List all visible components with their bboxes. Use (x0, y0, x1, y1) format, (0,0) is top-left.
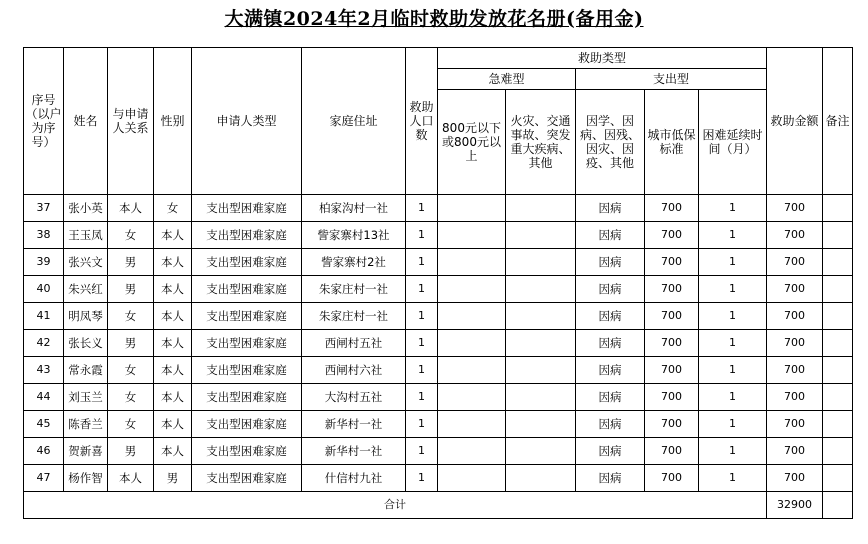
cell-amount: 700 (767, 276, 823, 303)
cell-address: 柏家沟村一社 (302, 195, 406, 222)
cell-applicant-type: 支出型困难家庭 (192, 411, 302, 438)
cell-relation: 男 (108, 249, 154, 276)
cell-urgent-amount (438, 276, 506, 303)
table-row (24, 276, 853, 303)
header-urgent-cause: 火灾、交通事故、突发重大疾病、其他 (506, 90, 576, 195)
cell-applicant-type: 支出型困难家庭 (192, 222, 302, 249)
cell-relation: 男 (108, 276, 154, 303)
cell-note (823, 303, 853, 330)
cell-people: 1 (406, 249, 438, 276)
cell-urgent-amount (438, 303, 506, 330)
cell-applicant-type: 支出型困难家庭 (192, 465, 302, 492)
cell-support-standard: 700 (645, 249, 699, 276)
cell-support-duration: 1 (699, 438, 767, 465)
cell-urgent-amount (438, 384, 506, 411)
cell-name: 张兴文 (64, 249, 108, 276)
table-header (24, 48, 853, 195)
relief-roster-table (23, 47, 853, 519)
table-row (24, 411, 853, 438)
cell-relation: 女 (108, 303, 154, 330)
cell-name: 杨作智 (64, 465, 108, 492)
cell-support-cause: 因病 (576, 249, 645, 276)
cell-amount: 700 (767, 303, 823, 330)
cell-urgent-amount (438, 195, 506, 222)
cell-support-cause: 因病 (576, 276, 645, 303)
header-relation: 与申请人关系 (108, 48, 154, 195)
total-amount: 32900 (767, 492, 823, 519)
header-support: 支出型 (576, 69, 767, 90)
header-urgent: 急难型 (438, 69, 576, 90)
cell-relation: 女 (108, 222, 154, 249)
cell-support-duration: 1 (699, 303, 767, 330)
cell-gender: 女 (154, 195, 192, 222)
table-row (24, 330, 853, 357)
cell-seq: 38 (24, 222, 64, 249)
cell-people: 1 (406, 465, 438, 492)
cell-seq: 42 (24, 330, 64, 357)
cell-support-standard: 700 (645, 384, 699, 411)
cell-seq: 40 (24, 276, 64, 303)
header-urgent-amount: 800元以下或800元以上 (438, 90, 506, 195)
table-row (24, 438, 853, 465)
cell-address: 新华村一社 (302, 411, 406, 438)
header-applicant-type: 申请人类型 (192, 48, 302, 195)
cell-people: 1 (406, 303, 438, 330)
cell-people: 1 (406, 411, 438, 438)
cell-gender: 本人 (154, 438, 192, 465)
cell-amount: 700 (767, 465, 823, 492)
cell-urgent-amount (438, 222, 506, 249)
cell-support-standard: 700 (645, 330, 699, 357)
header-gender: 性别 (154, 48, 192, 195)
cell-address: 訾家寨村2社 (302, 249, 406, 276)
cell-urgent-cause (506, 384, 576, 411)
cell-name: 朱兴红 (64, 276, 108, 303)
header-support-standard: 城市低保标准 (645, 90, 699, 195)
cell-gender: 本人 (154, 249, 192, 276)
cell-support-standard: 700 (645, 438, 699, 465)
cell-support-standard: 700 (645, 276, 699, 303)
cell-relation: 男 (108, 330, 154, 357)
table-row (24, 357, 853, 384)
cell-name: 常永霞 (64, 357, 108, 384)
table-row (24, 384, 853, 411)
cell-urgent-amount (438, 357, 506, 384)
cell-address: 西闸村五社 (302, 330, 406, 357)
cell-note (823, 357, 853, 384)
table-footer (24, 492, 853, 519)
cell-applicant-type: 支出型困难家庭 (192, 195, 302, 222)
cell-people: 1 (406, 357, 438, 384)
cell-support-cause: 因病 (576, 195, 645, 222)
cell-urgent-cause (506, 303, 576, 330)
cell-support-cause: 因病 (576, 222, 645, 249)
cell-urgent-cause (506, 195, 576, 222)
cell-urgent-cause (506, 276, 576, 303)
cell-amount: 700 (767, 249, 823, 276)
cell-applicant-type: 支出型困难家庭 (192, 438, 302, 465)
cell-gender: 本人 (154, 303, 192, 330)
cell-name: 张小英 (64, 195, 108, 222)
cell-note (823, 330, 853, 357)
cell-support-standard: 700 (645, 357, 699, 384)
cell-people: 1 (406, 330, 438, 357)
cell-gender: 男 (154, 465, 192, 492)
cell-support-duration: 1 (699, 357, 767, 384)
table-row (24, 222, 853, 249)
cell-name: 刘玉兰 (64, 384, 108, 411)
cell-relation: 女 (108, 411, 154, 438)
cell-urgent-cause (506, 465, 576, 492)
cell-seq: 46 (24, 438, 64, 465)
header-seq: 序号（以户为序号） (24, 48, 64, 195)
cell-name: 明凤琴 (64, 303, 108, 330)
cell-support-cause: 因病 (576, 330, 645, 357)
cell-address: 什信村九社 (302, 465, 406, 492)
cell-address: 新华村一社 (302, 438, 406, 465)
header-aid-type: 救助类型 (438, 48, 767, 69)
cell-name: 陈香兰 (64, 411, 108, 438)
header-note: 备注 (823, 48, 853, 195)
cell-applicant-type: 支出型困难家庭 (192, 330, 302, 357)
cell-amount: 700 (767, 438, 823, 465)
total-note (823, 492, 853, 519)
cell-applicant-type: 支出型困难家庭 (192, 303, 302, 330)
cell-support-cause: 因病 (576, 357, 645, 384)
cell-address: 大沟村五社 (302, 384, 406, 411)
cell-support-duration: 1 (699, 276, 767, 303)
cell-urgent-amount (438, 411, 506, 438)
cell-gender: 本人 (154, 357, 192, 384)
cell-support-cause: 因病 (576, 438, 645, 465)
cell-seq: 47 (24, 465, 64, 492)
cell-gender: 本人 (154, 330, 192, 357)
cell-relation: 女 (108, 384, 154, 411)
cell-urgent-cause (506, 249, 576, 276)
cell-people: 1 (406, 222, 438, 249)
cell-support-duration: 1 (699, 195, 767, 222)
cell-address: 西闸村六社 (302, 357, 406, 384)
cell-support-duration: 1 (699, 411, 767, 438)
table-body (24, 195, 853, 492)
document-title: 大满镇2024年2月临时救助发放花名册(备用金) (224, 8, 644, 30)
cell-support-cause: 因病 (576, 384, 645, 411)
cell-name: 王玉凤 (64, 222, 108, 249)
cell-note (823, 438, 853, 465)
cell-support-cause: 因病 (576, 411, 645, 438)
cell-support-duration: 1 (699, 330, 767, 357)
cell-urgent-amount (438, 330, 506, 357)
cell-urgent-cause (506, 222, 576, 249)
cell-note (823, 249, 853, 276)
cell-seq: 41 (24, 303, 64, 330)
cell-relation: 本人 (108, 195, 154, 222)
total-row (24, 492, 853, 519)
cell-support-duration: 1 (699, 249, 767, 276)
cell-relation: 男 (108, 438, 154, 465)
cell-support-duration: 1 (699, 222, 767, 249)
cell-gender: 本人 (154, 222, 192, 249)
cell-amount: 700 (767, 357, 823, 384)
cell-urgent-amount (438, 438, 506, 465)
cell-amount: 700 (767, 384, 823, 411)
cell-address: 朱家庄村一社 (302, 303, 406, 330)
cell-support-cause: 因病 (576, 303, 645, 330)
cell-urgent-cause (506, 438, 576, 465)
cell-support-standard: 700 (645, 303, 699, 330)
cell-people: 1 (406, 195, 438, 222)
cell-amount: 700 (767, 411, 823, 438)
cell-support-standard: 700 (645, 411, 699, 438)
cell-applicant-type: 支出型困难家庭 (192, 249, 302, 276)
cell-support-cause: 因病 (576, 465, 645, 492)
cell-amount: 700 (767, 222, 823, 249)
header-support-duration: 困难延续时间（月） (699, 90, 767, 195)
header-address: 家庭住址 (302, 48, 406, 195)
cell-note (823, 276, 853, 303)
table-row (24, 195, 853, 222)
header-support-cause: 因学、因病、因残、因灾、因疫、其他 (576, 90, 645, 195)
cell-applicant-type: 支出型困难家庭 (192, 384, 302, 411)
cell-applicant-type: 支出型困难家庭 (192, 357, 302, 384)
cell-seq: 45 (24, 411, 64, 438)
cell-support-standard: 700 (645, 465, 699, 492)
cell-support-standard: 700 (645, 222, 699, 249)
header-amount: 救助金额 (767, 48, 823, 195)
cell-support-standard: 700 (645, 195, 699, 222)
cell-address: 訾家寨村13社 (302, 222, 406, 249)
cell-people: 1 (406, 276, 438, 303)
cell-people: 1 (406, 384, 438, 411)
cell-applicant-type: 支出型困难家庭 (192, 276, 302, 303)
cell-note (823, 384, 853, 411)
cell-relation: 本人 (108, 465, 154, 492)
cell-people: 1 (406, 438, 438, 465)
cell-support-duration: 1 (699, 465, 767, 492)
cell-urgent-cause (506, 330, 576, 357)
cell-urgent-cause (506, 357, 576, 384)
cell-gender: 本人 (154, 411, 192, 438)
cell-urgent-amount (438, 249, 506, 276)
cell-amount: 700 (767, 195, 823, 222)
header-people: 救助人口数 (406, 48, 438, 195)
cell-seq: 44 (24, 384, 64, 411)
table-row (24, 465, 853, 492)
cell-note (823, 465, 853, 492)
total-label: 合计 (24, 492, 767, 519)
cell-relation: 女 (108, 357, 154, 384)
cell-seq: 39 (24, 249, 64, 276)
cell-note (823, 195, 853, 222)
cell-name: 张长义 (64, 330, 108, 357)
cell-address: 朱家庄村一社 (302, 276, 406, 303)
header-name: 姓名 (64, 48, 108, 195)
cell-name: 贺新喜 (64, 438, 108, 465)
cell-support-duration: 1 (699, 384, 767, 411)
cell-seq: 43 (24, 357, 64, 384)
cell-amount: 700 (767, 330, 823, 357)
cell-urgent-cause (506, 411, 576, 438)
cell-seq: 37 (24, 195, 64, 222)
cell-note (823, 411, 853, 438)
cell-gender: 本人 (154, 384, 192, 411)
table-row (24, 303, 853, 330)
table-row (24, 249, 853, 276)
cell-gender: 本人 (154, 276, 192, 303)
cell-note (823, 222, 853, 249)
cell-urgent-amount (438, 465, 506, 492)
